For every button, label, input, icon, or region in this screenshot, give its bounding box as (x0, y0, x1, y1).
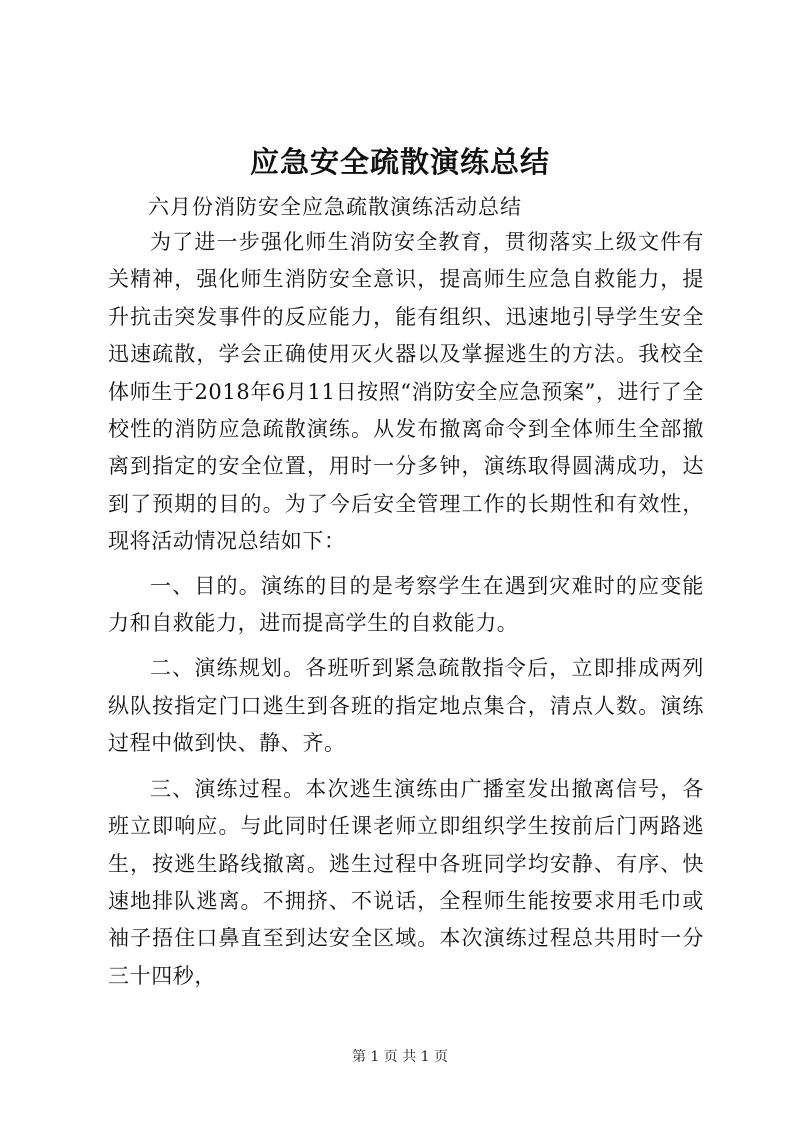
document-title: 应急安全疏散演练总结 (249, 145, 550, 179)
paragraph-intro: 为了进一步强化师生消防安全教育，贯彻落实上级文件有关精神，强化师生消防安全意识，提高师生应急自救能力，提升抗击突发事件的反应能力，能有组织、迅速地引导学生安全迅速疏散，学会正确使用灭火器以及掌握逃生的方法。我校全体师生于2018年6月11日按照“消防安全应急预案”，进行了全校性的消防应急疏散演练。从发布撤离命令到全体师生全部撤离到指定的安全位置，用时一分多钟，演练取得圆满成功，达到了预期的目的。为了今后安全管理工作的长期性和有效性，现将活动情况总结如下： (108, 230, 704, 554)
document-subtitle: 六月份消防安全应急疏散演练活动总结 (148, 195, 522, 219)
paragraph-process: 三、演练过程。本次逃生演练由广播室发出撤离信号，各班立即响应。与此同时任课老师立即组织学生按前后门两路逃生，按逃生路线撤离。逃生过程中各班同学均安静、有序、快速地排队逃离。不拥挤、不说话，全程师生能按要求用毛巾或袖子捂住口鼻直至到达安全区域。本次演练过程总共用时一分三十四秒， (108, 776, 704, 988)
document-body (108, 224, 704, 1003)
page-footer: 第 1 页 共 1 页 (351, 1049, 449, 1065)
paragraph-purpose: 一、目的。演练的目的是考察学生在遇到灾难时的应变能力和自救能力，进而提高学生的自救能力。 (108, 573, 704, 636)
paragraph-planning: 二、演练规划。各班听到紧急疏散指令后，立即排成两列纵队按指定门口逃生到各班的指定地点集合，清点人数。演练过程中做到快、静、齐。 (108, 656, 704, 756)
